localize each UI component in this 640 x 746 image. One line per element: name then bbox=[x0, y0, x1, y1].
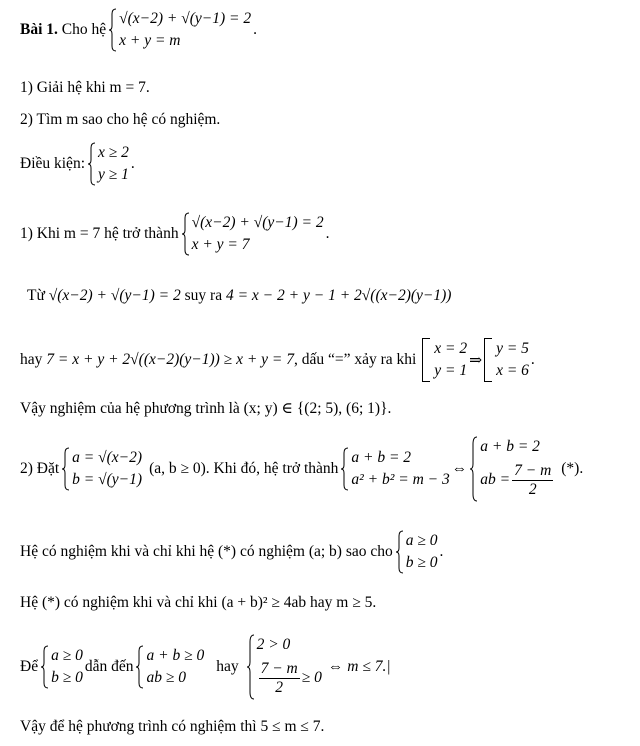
numerator: 7 − m bbox=[260, 660, 298, 678]
final-conclusion: Vậy để hệ phương trình có nghiệm thì 5 ≤ m ≤ 7. bbox=[20, 718, 325, 735]
expr: ≥ 0 bbox=[301, 669, 322, 686]
text: suy ra bbox=[184, 287, 223, 304]
period: . bbox=[439, 543, 444, 560]
system-row-2: x = 6 bbox=[496, 362, 529, 379]
system-brace bbox=[340, 447, 449, 491]
existence-condition bbox=[20, 530, 443, 574]
result: ⇔ m ≤ 7.| bbox=[327, 658, 391, 675]
brace-icon bbox=[40, 645, 49, 689]
system-row-2: y = 1 bbox=[434, 362, 468, 379]
system-brace bbox=[395, 530, 438, 574]
system-row-1: a ≥ 0 bbox=[51, 647, 83, 664]
iff-icon: ⇔ bbox=[451, 460, 468, 477]
system-row-2: y ≥ 1 bbox=[98, 166, 129, 183]
implies-icon: ⇒ bbox=[469, 351, 483, 369]
brace-icon bbox=[246, 634, 255, 700]
brace-icon bbox=[87, 142, 96, 186]
equation: √(x−2) + √(y−1) = 2 bbox=[48, 287, 181, 304]
period: . bbox=[325, 225, 330, 242]
system-row-1: a = √(x−2) bbox=[72, 449, 143, 466]
condition-label: Điều kiện: bbox=[20, 155, 85, 172]
system-row-2 bbox=[480, 458, 555, 502]
denominator: 2 bbox=[275, 678, 284, 696]
period: . bbox=[253, 21, 258, 38]
condition bbox=[20, 142, 135, 186]
system-brace bbox=[135, 645, 204, 689]
system-brace bbox=[181, 212, 324, 256]
brace-icon bbox=[395, 530, 404, 574]
system-row-1: x ≥ 2 bbox=[98, 144, 129, 161]
system-row-1: a + b ≥ 0 bbox=[146, 647, 205, 664]
period: . bbox=[579, 460, 584, 477]
numerator: 7 − m bbox=[514, 462, 552, 480]
system-brace bbox=[469, 436, 555, 502]
system-brace bbox=[87, 142, 129, 186]
system-row-1: x = 2 bbox=[434, 340, 468, 357]
brace-icon bbox=[469, 436, 478, 502]
system-brace bbox=[108, 8, 251, 52]
text: dẫn đến bbox=[84, 658, 134, 675]
system-row-1: a + b = 2 bbox=[480, 438, 540, 455]
text: Hệ có nghiệm khi và chỉ khi hệ (*) có nghiệm (a; b) sao cho bbox=[20, 543, 393, 560]
system-row-2: b ≥ 0 bbox=[51, 669, 83, 686]
fraction bbox=[259, 660, 300, 695]
conclusion-1: Vậy nghiệm của hệ phương trình là (x; y) ∈ {(2; 5), (6; 1)}. bbox=[20, 400, 392, 417]
problem-label: Bài 1. bbox=[20, 21, 58, 38]
bracket-icon bbox=[422, 338, 430, 382]
solution-1-text: 1) Khi m = 7 hệ trở thành bbox=[20, 225, 179, 242]
question-2: 2) Tìm m sao cho hệ có nghiệm. bbox=[20, 111, 221, 128]
expr: ab = bbox=[480, 471, 511, 488]
fraction bbox=[512, 462, 553, 497]
brace-icon bbox=[181, 212, 190, 256]
text: Từ bbox=[27, 287, 45, 304]
system-brace bbox=[61, 447, 142, 491]
system-row-1: √(x−2) + √(y−1) = 2 bbox=[119, 10, 252, 27]
system-row-1: 2 > 0 bbox=[256, 636, 291, 653]
bracket-system bbox=[484, 338, 529, 382]
text: 2) Đặt bbox=[20, 460, 60, 477]
brace-icon bbox=[135, 645, 144, 689]
system-row-2 bbox=[257, 656, 322, 700]
equation: 7 = x + y + 2√((x−2)(y−1)) ≥ x + y = 7 bbox=[46, 351, 294, 368]
bracket-icon bbox=[484, 338, 492, 382]
brace-icon bbox=[340, 447, 349, 491]
system-row-2: b = √(y−1) bbox=[72, 471, 143, 488]
text: Để bbox=[20, 658, 39, 675]
discriminant-condition: Hệ (*) có nghiệm khi và chỉ khi (a + b)² ≥ 4ab hay m ≥ 5. bbox=[20, 594, 377, 611]
system-row-2: b ≥ 0 bbox=[405, 554, 438, 571]
system-row-1: a ≥ 0 bbox=[405, 532, 438, 549]
system-row-1: √(x−2) + √(y−1) = 2 bbox=[191, 214, 324, 231]
period: . bbox=[530, 351, 535, 368]
system-row-2: ab ≥ 0 bbox=[146, 669, 186, 686]
system-row-1: a + b = 2 bbox=[351, 449, 412, 466]
system-brace bbox=[246, 634, 322, 700]
text: (a, b ≥ 0). Khi đó, hệ trở thành bbox=[149, 460, 339, 477]
system-brace bbox=[40, 645, 83, 689]
system-row-2: a² + b² = m − 3 bbox=[351, 471, 450, 488]
solution-1-intro bbox=[20, 212, 329, 256]
brace-icon bbox=[108, 8, 117, 52]
equation: 4 = x − 2 + y − 1 + 2√((x−2)(y−1)) bbox=[225, 287, 452, 304]
system-row-2: x + y = m bbox=[119, 32, 181, 49]
substitution bbox=[20, 436, 583, 502]
derivation-line-2 bbox=[20, 338, 535, 382]
text: hay bbox=[20, 351, 43, 368]
text: , dấu “=” xảy ra khi bbox=[294, 351, 417, 368]
period: . bbox=[130, 155, 135, 172]
system-row-2: x + y = 7 bbox=[191, 236, 250, 253]
brace-icon bbox=[61, 447, 70, 491]
problem-statement bbox=[20, 8, 257, 52]
problem-intro: Cho hệ bbox=[61, 21, 107, 38]
question-1: 1) Giải hệ khi m = 7. bbox=[20, 79, 150, 96]
star-label: (*) bbox=[561, 460, 580, 477]
final-derivation bbox=[20, 634, 391, 700]
derivation-line-1 bbox=[27, 287, 451, 305]
system-row-1: y = 5 bbox=[496, 340, 529, 357]
denominator: 2 bbox=[528, 480, 537, 498]
text: hay bbox=[216, 658, 239, 675]
bracket-system bbox=[422, 338, 467, 382]
